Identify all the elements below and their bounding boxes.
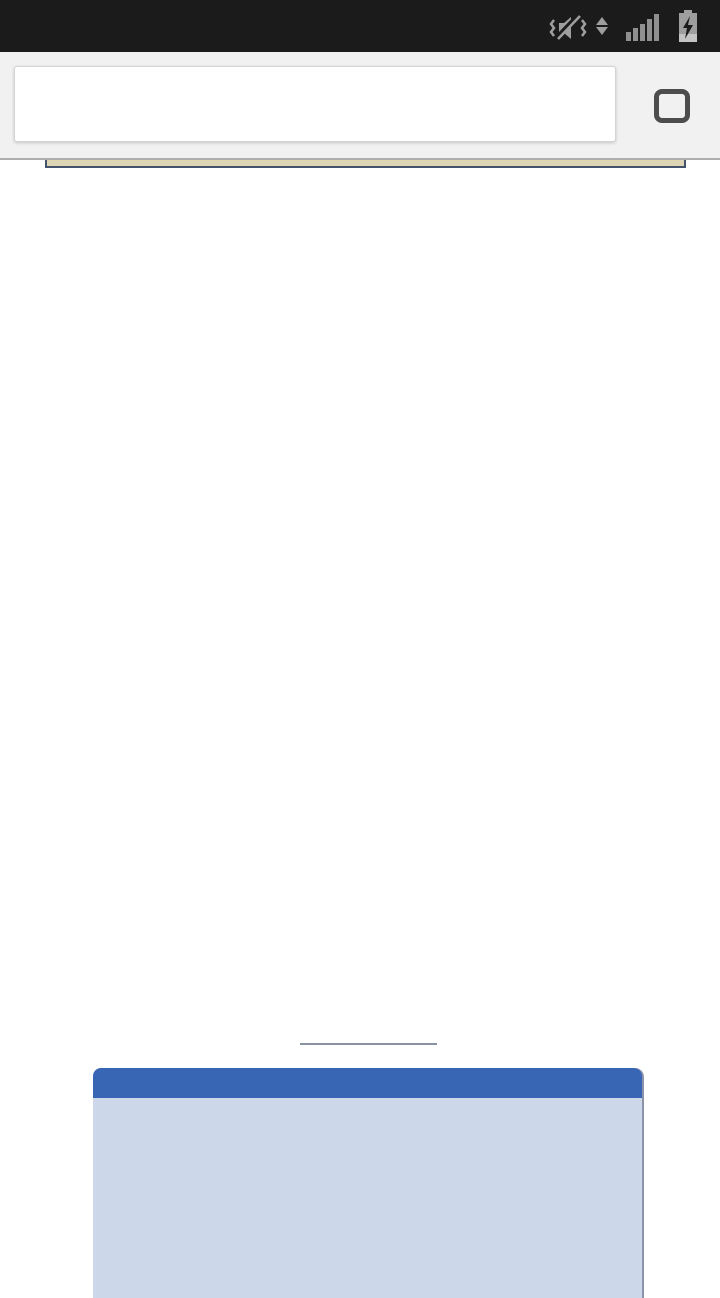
signal-strength-icon bbox=[626, 11, 659, 41]
vibrate-icon bbox=[549, 9, 587, 43]
natal-chart-wheel bbox=[0, 160, 720, 880]
panel-header bbox=[93, 1068, 642, 1098]
status-bar bbox=[0, 0, 720, 52]
parameters-panel bbox=[93, 1068, 644, 1298]
tab-count-button[interactable] bbox=[654, 89, 690, 123]
data-activity-icon bbox=[596, 17, 608, 35]
caption-divider bbox=[300, 1043, 437, 1045]
battery-charging-icon bbox=[677, 8, 699, 44]
url-bar[interactable] bbox=[14, 66, 616, 142]
